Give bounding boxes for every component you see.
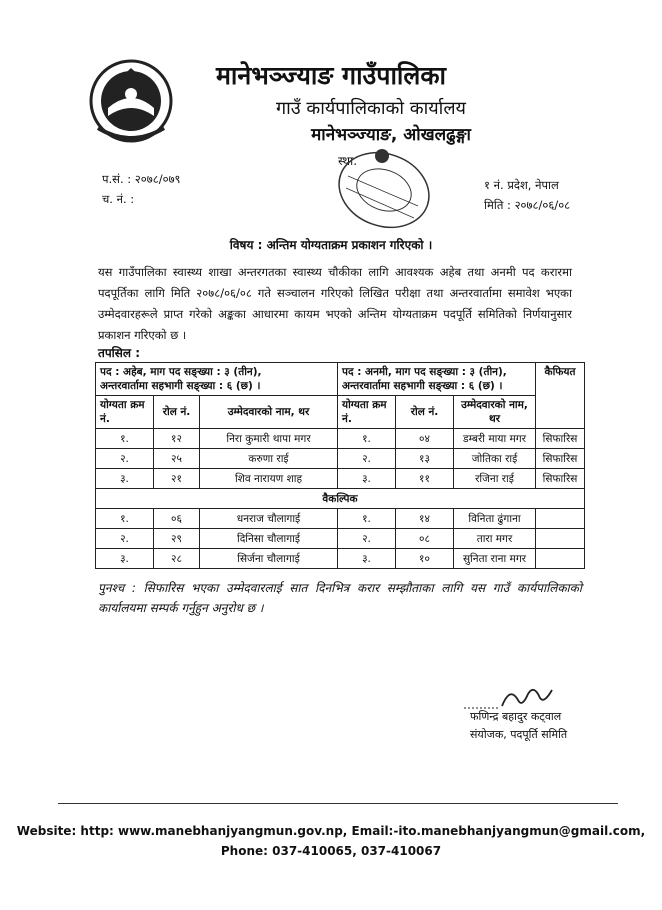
remark-cell: सिफारिस <box>536 449 585 469</box>
rank-cell: १. <box>96 509 154 529</box>
name-cell: तारा मगर <box>454 529 536 549</box>
group-a-header <box>96 363 338 396</box>
dispatch-number: च. नं. : <box>102 192 135 206</box>
roll-cell: १३ <box>396 449 454 469</box>
rank-cell: २. <box>338 529 396 549</box>
group-a-line1: पद : अहेब, माग पद सङ्ख्या : ३ (तीन), <box>100 366 262 378</box>
roll-cell: २९ <box>154 529 200 549</box>
table-column-header-row <box>96 396 585 429</box>
letter-date: मिति : २०७८/०६/०८ <box>484 198 571 212</box>
roll-cell: १४ <box>396 509 454 529</box>
col-name-a: उम्मेदवारको नाम, थर <box>200 396 338 429</box>
roll-cell: १० <box>396 549 454 569</box>
col-rank-b: योग्यता क्रम नं. <box>338 396 396 429</box>
group-a-line2: अन्तरवार्तामा सहभागी सङ्ख्या : ६ (छ) । <box>100 380 261 392</box>
roll-cell: ०६ <box>154 509 200 529</box>
roll-cell: ११ <box>396 469 454 489</box>
table-row <box>96 449 585 469</box>
roll-cell: ०८ <box>396 529 454 549</box>
signatory <box>470 708 567 744</box>
footer-website-email: Website: http: www.manebhanjyangmun.gov.np, Email:-ito.manebhanjyangmun@gmail.com, <box>16 824 646 838</box>
details-heading: तपसिल : <box>98 346 140 360</box>
name-cell: करुणा राई <box>200 449 338 469</box>
name-cell: शिव नारायण शाह <box>200 469 338 489</box>
remark-cell: सिफारिस <box>536 429 585 449</box>
remark-cell <box>536 549 585 569</box>
col-roll-b: रोल नं. <box>396 396 454 429</box>
subject-line: विषय : अन्तिम योग्यताक्रम प्रकाशन गरिएको । <box>229 238 433 252</box>
table-row <box>96 529 585 549</box>
municipality-title: मानेभञ्ज्याङ गाउँपालिका <box>215 61 447 90</box>
body-paragraph: यस गाउँपालिका स्वास्थ्य शाखा अन्तरगतका स्वास्थ्य चौकीका लागि आवश्यक अहेब तथा अनमी पद करारमा पदपूर्तिका लागि मिति २०७८/०६/०८ गते सञ्चालन गरिएको लिखित परीक्षा तथा अन्तरवार्तामा समावेश भएका उम्मेदवारहरूले प्राप्त गरेको अङ्कका आधारमा कायम भएको अन्तिम योग्यताक्रम पदपूर्ति समितिको निर्णयानुसार प्रकाशन गरिएको छ । <box>98 265 572 342</box>
alternate-label: वैकल्पिक <box>96 489 585 509</box>
roll-cell: २५ <box>154 449 200 469</box>
name-cell: सिर्जना चौलागाई <box>200 549 338 569</box>
name-cell: विनिता ढुंगाना <box>454 509 536 529</box>
alternate-row <box>96 489 585 509</box>
rank-cell: ३. <box>96 469 154 489</box>
table-row <box>96 509 585 529</box>
col-rank-a: योग्यता क्रम नं. <box>96 396 154 429</box>
rank-cell: १. <box>338 429 396 449</box>
rank-cell: ३. <box>338 549 396 569</box>
province: १ नं. प्रदेश, नेपाल <box>484 178 559 192</box>
col-roll-a: रोल नं. <box>154 396 200 429</box>
group-b-line1: पद : अनमी, माग पद सङ्ख्या : ३ (तीन), <box>342 366 507 378</box>
roll-cell: २८ <box>154 549 200 569</box>
rank-cell: ३. <box>96 549 154 569</box>
roll-cell: १२ <box>154 429 200 449</box>
remark-cell <box>536 529 585 549</box>
name-cell: जोतिका राई <box>454 449 536 469</box>
name-cell: दिनिसा चौलागाई <box>200 529 338 549</box>
footer-phone: Phone: 037-410065, 037-410067 <box>220 844 442 858</box>
rank-cell: १. <box>96 429 154 449</box>
table-row <box>96 549 585 569</box>
footer-divider <box>58 803 618 804</box>
rank-cell: २. <box>96 529 154 549</box>
reference-number: प.सं. : २०७८/०७९ <box>102 172 181 186</box>
office-location: मानेभञ्ज्याङ, ओखलढुङ्गा <box>311 125 471 145</box>
name-cell: धनराज चौलागाई <box>200 509 338 529</box>
roll-cell: ०४ <box>396 429 454 449</box>
roll-cell: २१ <box>154 469 200 489</box>
name-cell: निरा कुमारी थापा मगर <box>200 429 338 449</box>
rank-cell: ३. <box>338 469 396 489</box>
name-cell: डम्बरी माया मगर <box>454 429 536 449</box>
remark-cell: सिफारिस <box>536 469 585 489</box>
rank-cell: २. <box>96 449 154 469</box>
name-cell: सुनिता राना मगर <box>454 549 536 569</box>
remarks-header: कैफियत <box>536 363 585 429</box>
result-table <box>95 362 585 569</box>
signatory-name: फणिन्द्र बहादुर कट्वाल <box>470 710 562 723</box>
office-subtitle: गाउँ कार्यपालिकाको कार्यालय <box>276 98 466 119</box>
office-stamp <box>328 146 440 232</box>
name-cell: रजिना राई <box>454 469 536 489</box>
col-name-b: उम्मेदवारको नाम, थर <box>454 396 536 429</box>
group-b-line2: अन्तरवार्तामा सहभागी सङ्ख्या : ६ (छ) । <box>342 380 503 392</box>
sta-label: स्था. <box>338 154 358 168</box>
table-group-header-row <box>96 363 585 396</box>
group-b-header <box>338 363 536 396</box>
table-row <box>96 429 585 449</box>
postscript-note: पुनश्च : सिफारिस भएका उम्मेदवारलाई सात दिनभित्र करार सम्झौताका लागि यस गाउँ कार्यपालिकाको कार्यालयमा सम्पर्क गर्नुहुन अनुरोध छ । <box>98 581 582 615</box>
rank-cell: २. <box>338 449 396 469</box>
rank-cell: १. <box>338 509 396 529</box>
remark-cell <box>536 509 585 529</box>
signatory-role: संयोजक, पदपूर्ति समिति <box>470 728 568 741</box>
table-row <box>96 469 585 489</box>
